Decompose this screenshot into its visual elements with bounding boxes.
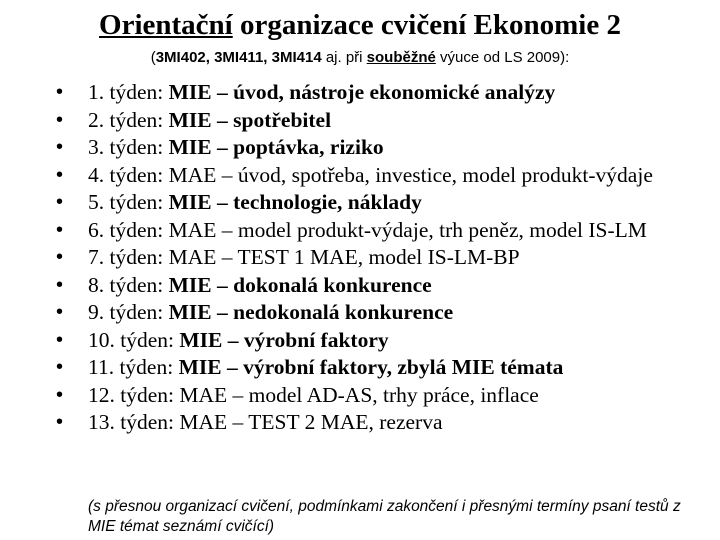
week-label: 12. týden: [88,382,180,407]
week-text [88,162,680,190]
title-underlined-word: Orientační [99,9,233,41]
bullet-icon: • [56,411,64,433]
week-topic-bold: MIE – nedokonalá konkurence [168,300,454,324]
bullet-icon: • [56,383,64,406]
bullet-icon: • [56,356,64,378]
bullet-icon: • [56,163,64,186]
week-topic-bold: MIE – výrobní faktory [179,327,389,352]
bullet-icon: • [56,191,64,213]
week-label: 6. týden: [88,217,169,242]
slide-subtitle [0,48,720,68]
bullet-icon: • [56,108,64,131]
bullet-icon: • [56,81,64,103]
bullet-icon: • [56,246,64,268]
list-item [0,107,720,135]
list-item [0,299,720,327]
list-item [0,79,720,107]
week-text [88,217,680,245]
week-text [88,354,680,382]
week-label: 10. týden: [88,327,180,352]
bullet-icon: • [56,136,64,158]
week-text [88,327,680,355]
list-item [0,382,720,410]
week-label: 1. týden: [88,80,169,104]
week-topic-bold: MIE – výrobní faktory, zbylá MIE témata [178,355,564,379]
list-item [0,134,720,162]
week-topic: MAE – model AD-AS, trhy práce, inflace [179,382,539,407]
list-item [0,354,720,382]
week-text [88,79,680,107]
week-topic: MAE – TEST 1 MAE, model IS-LM-BP [168,245,520,269]
week-label: 2. týden: [88,107,169,132]
list-item [0,272,720,300]
week-topic: MAE – model produkt-výdaje, trh peněz, model IS-LM [168,217,647,242]
week-label: 13. týden: [88,410,180,434]
week-label: 5. týden: [88,190,169,214]
week-label: 3. týden: [88,135,169,159]
subtitle-close: výuce od LS 2009): [435,49,570,66]
week-text [88,299,680,327]
week-text [88,244,680,272]
list-item [0,217,720,245]
week-topic: MAE – TEST 2 MAE, rezerva [179,410,443,434]
week-label: 4. týden: [88,162,169,187]
title-rest: organizace cvičení Ekonomie 2 [232,9,621,41]
week-text [88,134,680,162]
week-topic-bold: MIE – úvod, nástroje ekonomické analýzy [168,80,556,104]
list-item [0,189,720,217]
subtitle-middle: aj. při [321,49,367,66]
list-item [0,327,720,355]
week-text [88,272,680,300]
bullet-icon: • [56,301,64,323]
bullet-icon: • [56,218,64,241]
list-item [0,409,720,437]
week-text [88,107,680,135]
week-topic-bold: MIE – technologie, náklady [168,190,422,214]
week-text [88,409,680,437]
subtitle-open: ( [150,49,156,66]
list-item [0,162,720,190]
week-text [88,189,680,217]
week-topic: MAE – úvod, spotřeba, investice, model produkt-výdaje [168,162,653,187]
week-label: 11. týden: [88,355,179,379]
week-label: 8. týden: [88,272,169,297]
footnote: (s přesnou organizací cvičení, podmínkami zakončení i přesnými termíny psaní testů z MIE témat seznámí cvičící) [88,498,681,535]
week-schedule-list [0,79,720,437]
week-topic-bold: MIE – poptávka, riziko [168,135,384,159]
bullet-icon: • [56,328,64,351]
bullet-icon: • [56,273,64,296]
subtitle-course-codes: 3MI402, 3MI411, 3MI414 [155,49,322,66]
week-text [88,382,680,410]
subtitle-underlined-word: souběžné [366,49,436,66]
week-topic-bold: MIE – spotřebitel [168,107,332,132]
list-item [0,244,720,272]
slide-title [0,8,720,42]
week-label: 9. týden: [88,300,169,324]
week-topic-bold: MIE – dokonalá konkurence [168,272,432,297]
week-label: 7. týden: [88,245,169,269]
